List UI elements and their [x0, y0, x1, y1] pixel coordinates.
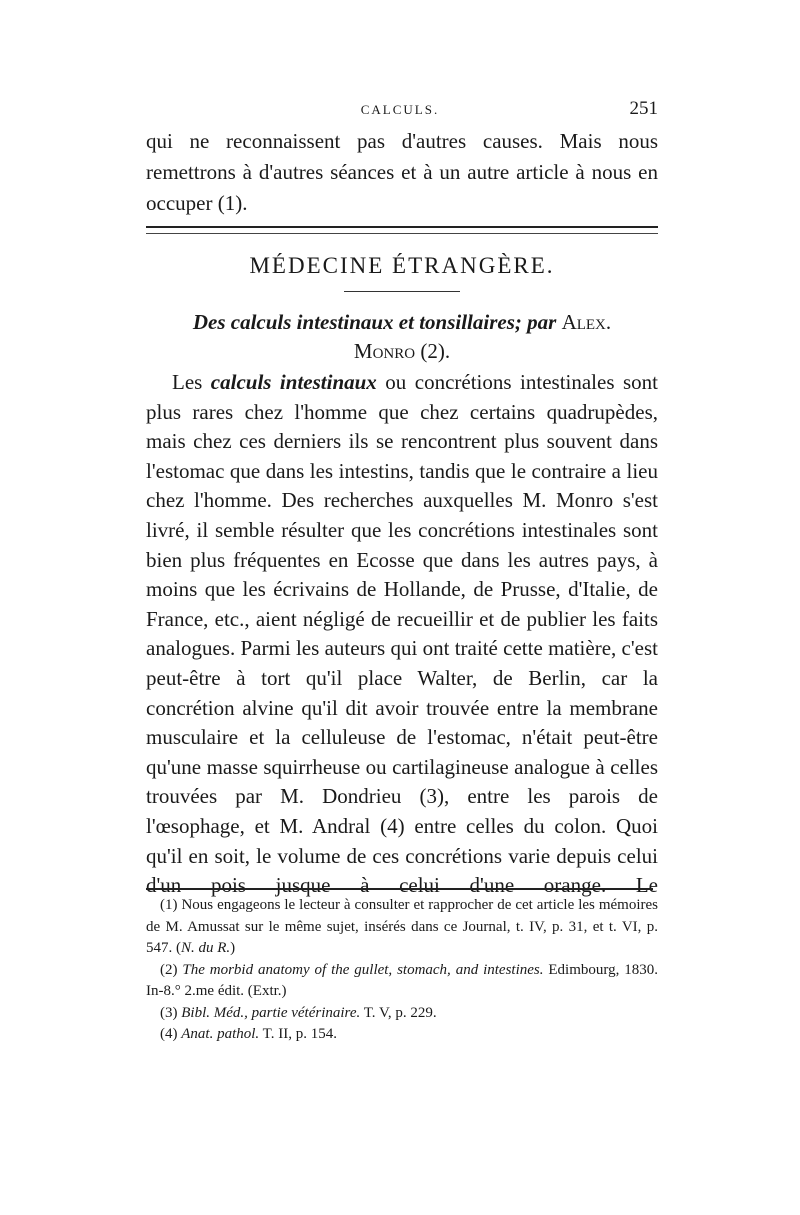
footnote-2-after: Edimbourg, 1830. In-8.° 2.me édit. (Extr.)	[146, 961, 658, 999]
footnote-4-after: T. II, p. 154.	[259, 1026, 337, 1042]
footnote-1-text: (1) Nous engageons le lecteur à consulter et rapprocher de cet article les mémoires de M. Amussat sur le même sujet, insérés dans ce Journal, t. IV, p. 31, et t. VI, p. 547. (	[146, 897, 658, 956]
footnote-4-text: (4)	[160, 1026, 182, 1042]
section-title: MÉDECINE ÉTRANGÈRE.	[249, 253, 555, 278]
article-title-note: (2).	[420, 339, 451, 363]
footnote-3	[146, 1003, 658, 1025]
footnote-2-text: (2)	[160, 961, 183, 978]
running-title: CALCULS.	[360, 102, 440, 117]
footnote-2	[146, 960, 658, 1003]
running-head	[140, 100, 660, 124]
body-paragraph	[146, 368, 658, 901]
article-title	[146, 308, 658, 366]
footnote-1-italic: N. du R.	[181, 940, 231, 956]
footnotes	[146, 895, 658, 1046]
article-author-last: Monro	[353, 339, 416, 363]
body-emphasis: calculs intestinaux	[210, 370, 377, 394]
article-author-first: Alex.	[561, 310, 612, 334]
article-title-text: Des calculs intestinaux et tonsillaires; par	[192, 310, 557, 334]
section-divider	[146, 226, 658, 234]
footnote-3-after: T. V, p. 229.	[360, 1004, 437, 1021]
body-text-after: ou concrétions intestinales sont plus rares chez l'homme que chez certains quadrupèdes, mais chez ces derniers ils se rencontrent plus souvent dans l'estomac que dans les intestins, tandis que le contraire a lieu chez l'homme. Des recherches auxquelles M. Monro s'est livré, il semble résulter que les concrétions intestinales sont bien plus fréquentes en Ecosse que dans les autres pays, à moins que les écrivains de Hollande, de Prusse, d'Italie, de France, etc., aient négligé de recueillir et de publier les faits analogues. Parmi les auteurs qui ont traité cette matière, c'est peut-être à tort qu'il place Walter, de Berlin, car la concrétion alvine qu'il dit avoir trouvée entre la membrane musculaire et la celluleuse de l'estomac, n'était peut-être qu'une masse squirrheuse ou cartilagineuse analogue à celles trouvées par M. Dondrieu (3), entre les parois de l'œsophage, et M. Andral (4) entre celles du colon. Quoi qu'il en soit, le volume de ces concrétions varie depuis celui d'un pois jusque à celui d'une orange. Le	[146, 370, 658, 898]
footnote-4	[146, 1024, 658, 1046]
footnote-4-italic: Anat. pathol.	[181, 1026, 260, 1042]
footnote-2-italic: The morbid anatomy of the gullet, stomach, and intestines.	[182, 961, 544, 978]
footnote-1-after: )	[230, 940, 236, 956]
title-underline	[344, 291, 460, 292]
page-number: 251	[629, 98, 658, 119]
footnote-3-italic: Bibl. Méd., partie vétérinaire.	[181, 1004, 361, 1021]
intro-paragraph: qui ne reconnaissent pas d'autres causes. Mais nous remettrons à d'autres séances et à un autre article à nous en occuper (1).	[146, 129, 658, 215]
body-text-before: Les	[172, 370, 211, 394]
footnote-3-text: (3)	[160, 1004, 182, 1021]
footnote-1	[146, 895, 658, 960]
footnote-divider	[146, 888, 653, 890]
